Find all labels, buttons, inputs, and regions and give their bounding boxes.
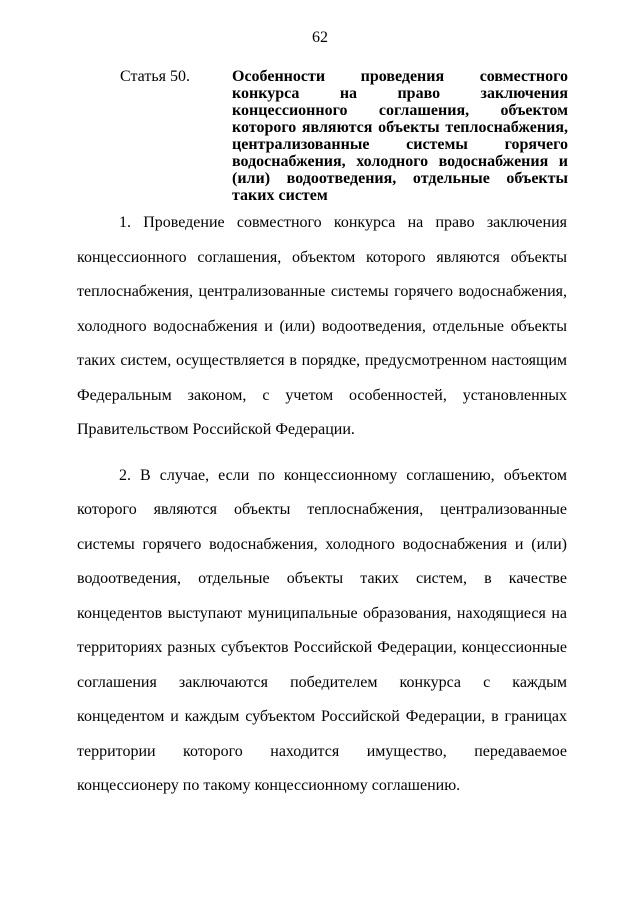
article-body — [77, 206, 567, 815]
article-label: Статья 50. — [120, 68, 190, 85]
page-number: 62 — [312, 29, 328, 46]
article-title: Особенности проведения совместного конкурса на право заключения концессионного соглашения, объектом которого являются объекты теплоснабжения, централизованные системы горячего водоснабжения, холодного водоснабжения и (или) водоотведения, отдельные объекты таких систем — [232, 68, 568, 204]
paragraph-2: 2. В случае, если по концессионному соглашению, объектом которого являются объекты теплоснабжения, централизованные системы горячего водоснабжения, холодного водоснабжения и (или) водоотведения, отдельные объекты таких систем, в качестве концедентов выступают муниципальные образования, находящиеся на территориях разных субъектов Российской Федерации, концессионные соглашения заключаются победителем конкурса с каждым концедентом и каждым субъектом Российской Федерации, в границах территории которого находится имущество, передаваемое концессионеру по такому концессионному соглашению. — [77, 466, 567, 794]
paragraph-1: 1. Проведение совместного конкурса на право заключения концессионного соглашения, объектом которого являются объекты теплоснабжения, централизованные системы горячего водоснабжения, холодного водоснабжения и (или) водоотведения, отдельные объекты таких систем, осуществляется в порядке, предусмотренном настоящим Федеральным законом, с учетом особенностей, установленных Правительством Российской Федерации. — [77, 214, 567, 438]
article-heading — [120, 68, 568, 204]
